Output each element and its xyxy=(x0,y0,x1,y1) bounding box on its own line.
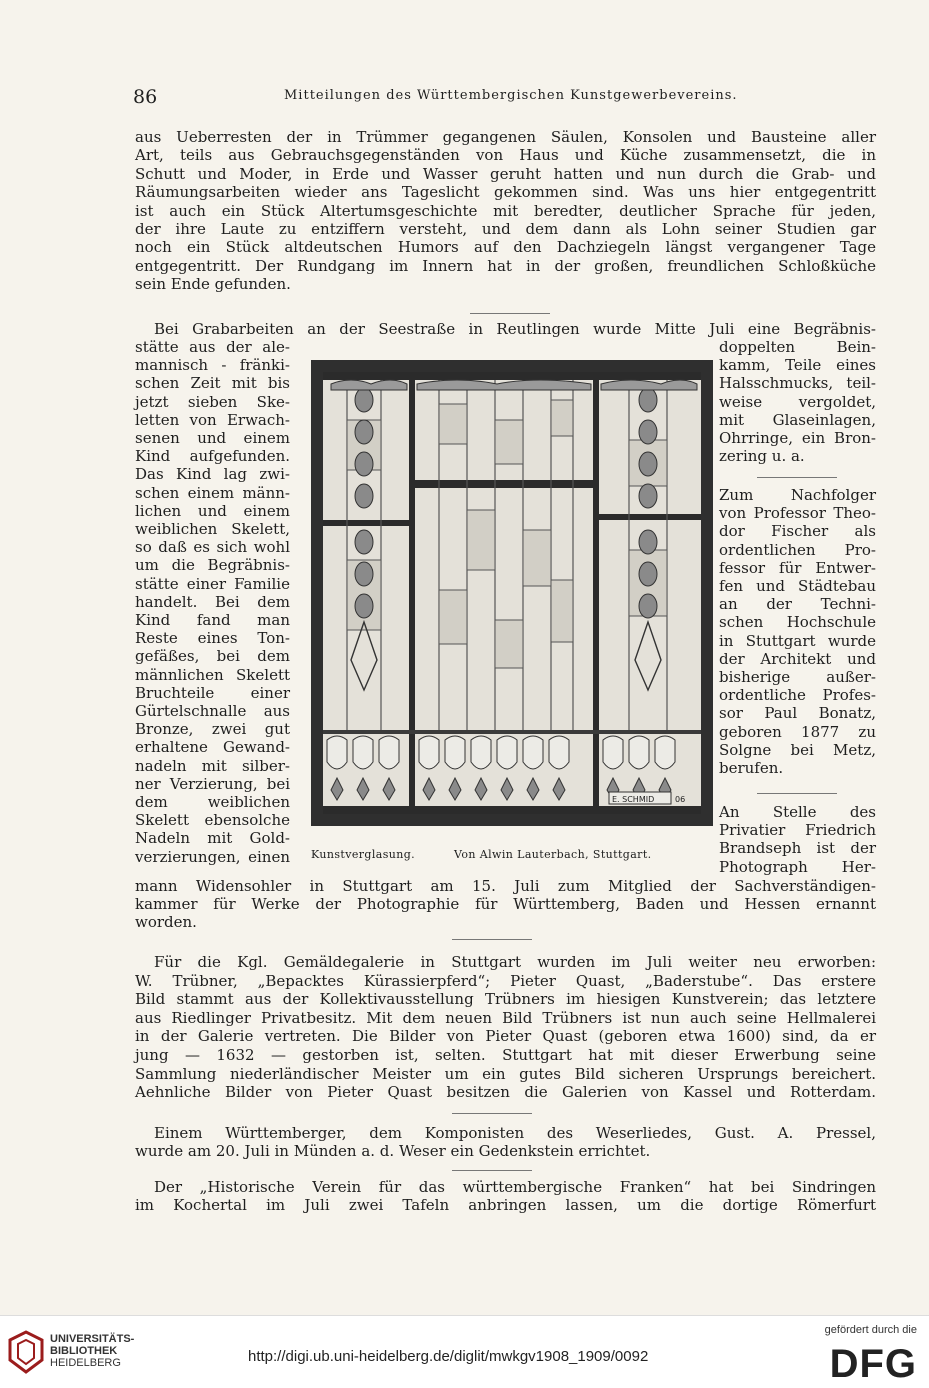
text-line: letten von Erwach- xyxy=(135,410,290,429)
text-line: Das Kind lag zwi- xyxy=(135,465,290,484)
text-line: so daß es sich wohl xyxy=(135,538,290,557)
text-line: Aehnliche Bilder von Pieter Quast besitzen die Galerien von Kassel und Rotterdam. xyxy=(135,1083,876,1102)
text-line: aus Ueberresten der in Trümmer gegangenen Säulen, Konsolen und Bausteine aller xyxy=(135,128,876,146)
text-line: erhaltene Gewand- xyxy=(135,738,290,757)
text-line: schen einem männ- xyxy=(135,483,290,502)
text-line: Sammlung niederländischer Meister um ein gutes Bild sicheren Ursprungs bereichert. xyxy=(135,1064,876,1083)
text-line: Brandseph ist der xyxy=(719,839,876,858)
text-line: Gürtelschnalle aus xyxy=(135,702,290,720)
dfg-logo: DFG xyxy=(829,1342,917,1386)
text-line: schen Zeit mit bis xyxy=(135,374,290,393)
text-line: doppelten Bein- xyxy=(719,338,876,356)
text-line: senen und einem xyxy=(135,429,290,447)
text-line: Skelett ebensolche xyxy=(135,811,290,830)
text-line: Für die Kgl. Gemäldegalerie in Stuttgart wurden im Juli weiter neu erworben: xyxy=(154,953,876,971)
text-line: fen und Städtebau xyxy=(719,577,876,595)
text-line: in der Galerie vertreten. Die Bilder von Pieter Quast (geboren etwa 1600) sind, da er xyxy=(135,1027,876,1046)
text-line: sor Paul Bonatz, xyxy=(719,704,876,723)
text-line: Schutt und Moder, in Erde und Wasser geruht hatten und nun durch die Grab- und xyxy=(135,164,876,183)
text-line: fessor für Entwer- xyxy=(719,558,876,577)
separator xyxy=(757,793,837,794)
text-line: dor Fischer als xyxy=(719,522,876,541)
text-line: Solgne bei Metz, xyxy=(719,740,876,759)
text-line: Bei Grabarbeiten an der Seestraße in Reutlingen wurde Mitte Juli eine Begräbnis- xyxy=(154,320,876,338)
separator xyxy=(452,939,532,940)
permalink-url[interactable]: http://digi.ub.uni-heidelberg.de/diglit/mwkgv1908_1909/0092 xyxy=(248,1348,649,1365)
text-line: Zum Nachfolger xyxy=(719,486,876,504)
text-line: Räumungsarbeiten wieder ans Tageslicht gekommen sind. Was uns hier entgegentritt xyxy=(135,183,876,202)
text-line: Photograph Her- xyxy=(719,857,876,876)
text-line: an der Techni- xyxy=(719,595,876,614)
caption-title: Kunstverglasung. xyxy=(311,848,416,861)
text-line: weise vergoldet, xyxy=(719,392,876,411)
text-line: Einem Württemberger, dem Komponisten des Weserliedes, Gust. A. Pressel, xyxy=(154,1124,876,1142)
text-line: wurde am 20. Juli in Münden a. d. Weser ein Gedenkstein errichtet. xyxy=(135,1142,651,1161)
text-line: Halsschmucks, teil- xyxy=(719,374,876,393)
text-line: W. Trübner, „Bepacktes Kürassierpferd“; Pieter Quast, „Baderstube“. Das erstere xyxy=(135,971,876,990)
text-line: schen Hochschule xyxy=(719,613,876,632)
text-line: kammer für Werke der Photographie für Württemberg, Baden und Hessen ernannt xyxy=(135,895,876,914)
text-line: ist auch ein Stück Altertumsgeschichte mit beredter, deutlicher Sprache für jeden, xyxy=(135,201,876,220)
text-line: dem weiblichen xyxy=(135,793,290,811)
separator xyxy=(757,477,837,478)
stained-glass-window-figure xyxy=(311,360,713,826)
text-line: noch ein Stück altdeutschen Humors auf den Dachziegeln längst vergangener Tage xyxy=(135,238,876,257)
signature-year: 06 xyxy=(675,795,686,804)
caption-credit: Von Alwin Lauterbach, Stuttgart. xyxy=(454,848,652,861)
separator xyxy=(452,1113,532,1114)
text-line: der ihre Laute zu entziffern versteht, und dem dann als Lohn seiner Studien gar xyxy=(135,220,876,238)
text-line: stätte aus der ale- xyxy=(135,338,290,356)
text-line: Der „Historische Verein für das württembergische Franken“ hat bei Sindringen xyxy=(154,1178,876,1196)
text-line: in Stuttgart wurde xyxy=(719,631,876,650)
text-line: weiblichen Skelett, xyxy=(135,520,290,538)
text-line: kamm, Teile eines xyxy=(719,356,876,375)
text-line: verzierungen, einen xyxy=(135,847,290,866)
text-line: zering u. a. xyxy=(719,447,805,466)
text-line: im Kochertal im Juli zwei Tafeln anbringen lassen, um die dortige Römerfurt xyxy=(135,1196,876,1215)
text-line: entgegentritt. Der Rundgang im Innern hat in der großen, freundlichen Schloßküche xyxy=(135,256,876,275)
text-line: ordentlichen Pro- xyxy=(719,540,876,559)
text-line: mit Glaseinlagen, xyxy=(719,410,876,429)
text-line: berufen. xyxy=(719,759,784,777)
library-name: UNIVERSITÄTS- BIBLIOTHEK HEIDELBERG xyxy=(50,1333,135,1369)
text-line: An Stelle des xyxy=(719,803,876,821)
text-line: lichen und einem xyxy=(135,501,290,520)
artist-signature: E. SCHMID xyxy=(612,795,655,804)
text-line: bisherige außer- xyxy=(719,668,876,686)
separator xyxy=(470,313,550,314)
text-line: stätte einer Familie xyxy=(135,574,290,593)
running-title: Mitteilungen des Württembergischen Kunstgewerbevereins. xyxy=(284,88,738,103)
digitization-footer xyxy=(0,1315,929,1388)
text-line: Ohrringe, ein Bron- xyxy=(719,429,876,447)
page-number: 86 xyxy=(133,86,158,108)
text-line: ner Verzierung, bei xyxy=(135,774,290,793)
text-line: von Professor Theo- xyxy=(719,504,876,523)
text-line: jung — 1632 — gestorben ist, selten. Stuttgart hat mit dieser Erwerbung seine xyxy=(135,1046,876,1064)
text-line: nadeln mit silber- xyxy=(135,756,290,775)
text-line: mann Widensohler in Stuttgart am 15. Juli zum Mitglied der Sachverständigen- xyxy=(135,877,876,895)
text-line: männlichen Skelett xyxy=(135,665,290,684)
text-line: worden. xyxy=(135,913,197,932)
text-line: Privatier Friedrich xyxy=(719,821,876,840)
text-line: jetzt sieben Ske- xyxy=(135,392,290,411)
text-line: Kind aufgefunden. xyxy=(135,447,290,466)
text-line: Bild stammt aus der Kollektivausstellung Trübners im hiesigen Kunstverein; das letztere xyxy=(135,990,876,1009)
text-line: mannisch - fränki- xyxy=(135,356,290,375)
text-line: Kind fand man xyxy=(135,611,290,629)
text-line: aus Riedlinger Privatbesitz. Mit dem neuen Bild Trübners ist nun auch seine Hellmalerei xyxy=(135,1008,876,1027)
text-line: geboren 1877 zu xyxy=(719,722,876,741)
text-line: Art, teils aus Gebrauchsgegenständen von Haus und Küche zusammensetzt, die in xyxy=(135,146,876,165)
text-line: Reste eines Ton- xyxy=(135,629,290,648)
text-line: handelt. Bei dem xyxy=(135,592,290,611)
text-line: Bronze, zwei gut xyxy=(135,720,290,739)
university-seal-icon xyxy=(8,1330,44,1374)
text-line: um die Begräbnis- xyxy=(135,556,290,575)
funding-label: gefördert durch die xyxy=(824,1324,917,1336)
text-line: gefäßes, bei dem xyxy=(135,647,290,666)
separator xyxy=(452,1170,532,1171)
text-line: ordentliche Profes- xyxy=(719,686,876,705)
text-line: der Architekt und xyxy=(719,649,876,668)
text-line: Bruchteile einer xyxy=(135,683,290,702)
text-line: sein Ende gefunden. xyxy=(135,275,291,294)
text-line: Nadeln mit Gold- xyxy=(135,829,290,848)
